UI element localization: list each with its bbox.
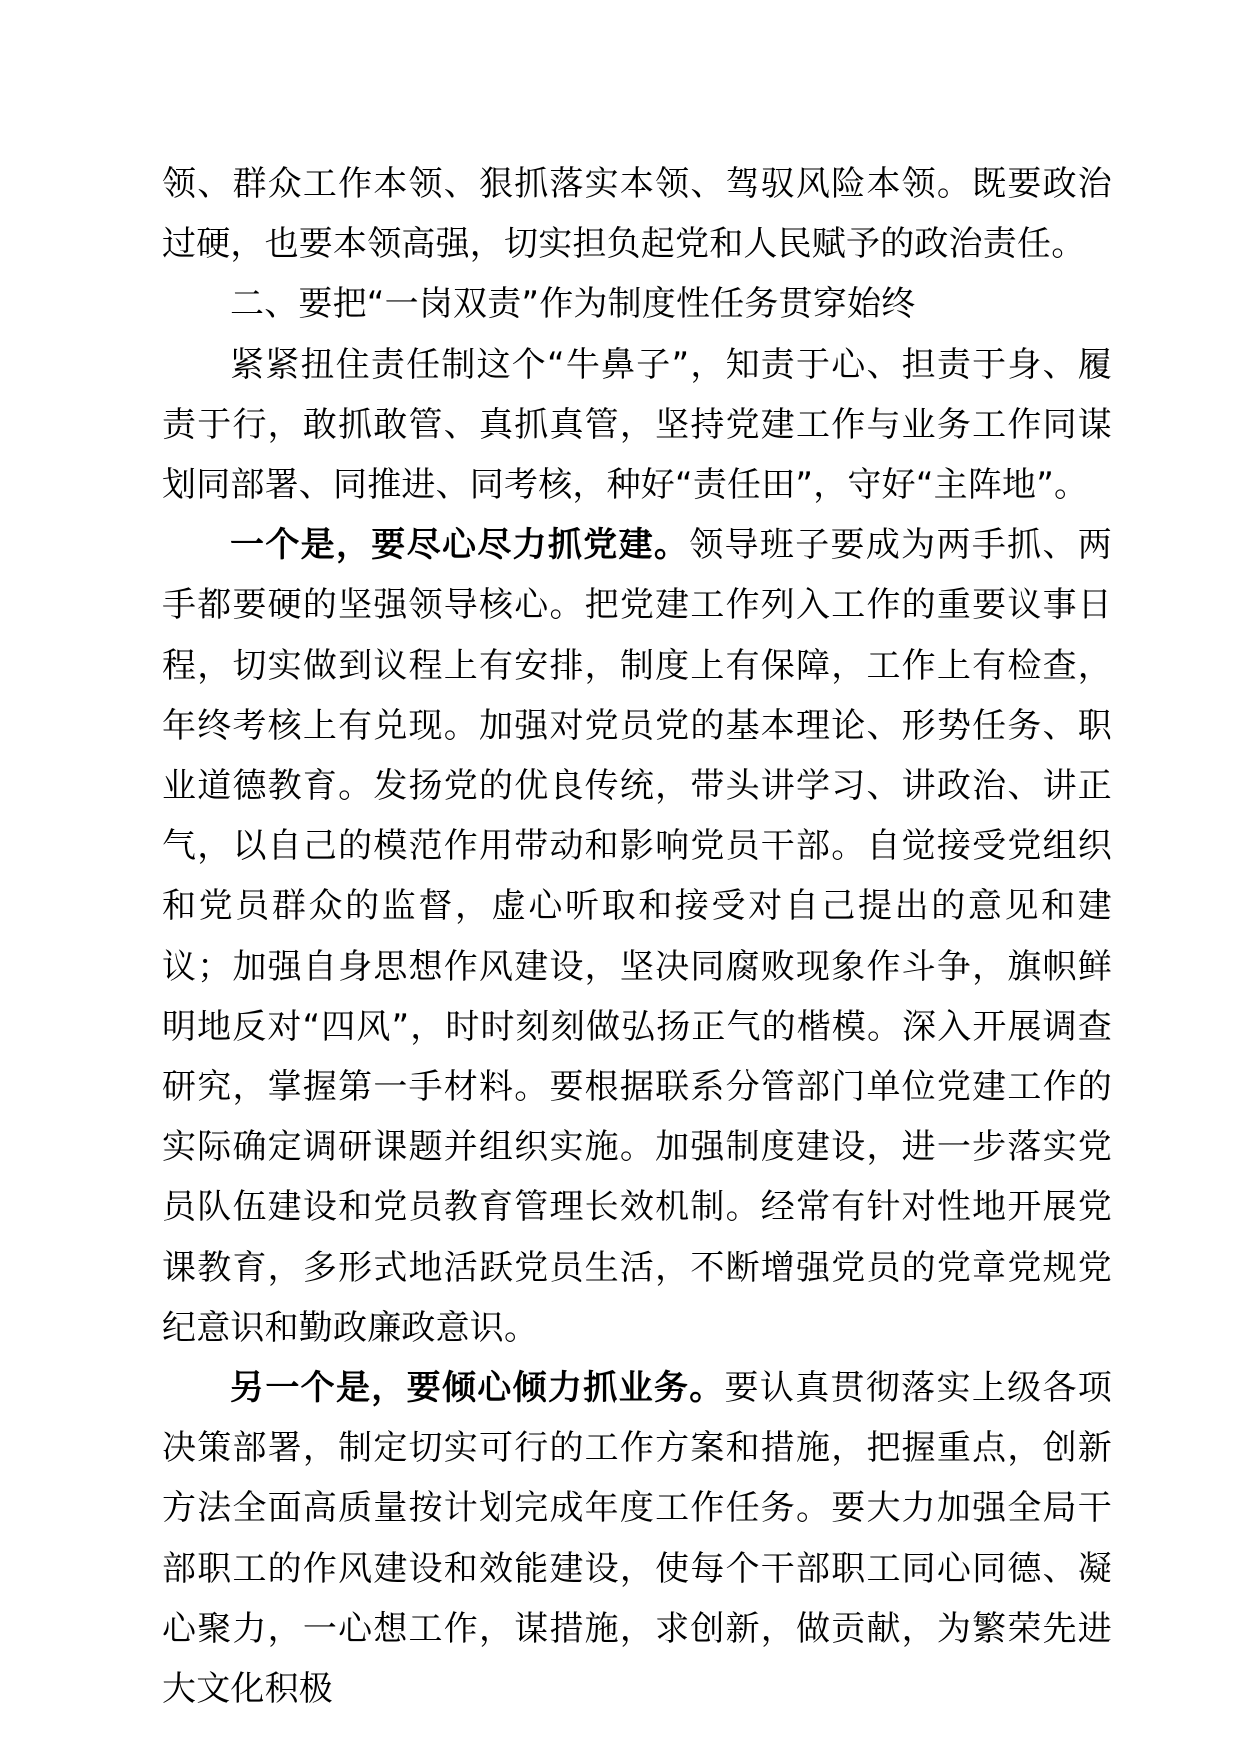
paragraph-responsibility bbox=[162, 335, 1112, 516]
paragraph-lead-bold: 一个是，要尽心尽力抓党建。 bbox=[230, 525, 690, 566]
paragraph-text: 领导班子要成为两手抓、两手都要硬的坚强领导核心。把党建工作列入工作的重要议事日程，切实做到议程上有安排，制度上有保障，工作上有检查，年终考核上有兑现。加强对党员党的基本理论、形势任务、职业道德教育。发扬党的优良传统，带头讲学习、讲政治、讲正气，以自己的模范作用带动和影响党员干部。自觉接受党组织和党员群众的监督，虚心听取和接受对自己提出的意见和建议；加强自身思想作风建设，坚决同腐败现象作斗争，旗帜鲜明地反对“四风”，时时刻刻做弘扬正气的楷模。深入开展调查研究，掌握第一手材料。要根据联系分管部门单位党建工作的实际确定调研课题并组织实施。加强制度建设，进一步落实党员队伍建设和党员教育管理长效机制。经常有针对性地开展党课教育，多形式地活跃党员生活，不断增强党员的党章党规党纪意识和勤政廉政意识。 bbox=[162, 525, 1112, 1348]
paragraph-business bbox=[162, 1358, 1112, 1719]
paragraph-text: 领、群众工作本领、狠抓落实本领、驾驭风险本领。既要政治过硬，也要本领高强，切实担负起党和人民赋予的政治责任。 bbox=[162, 164, 1112, 265]
paragraph-text: 要认真贯彻落实上级各项决策部署，制定切实可行的工作方案和措施，把握重点，创新方法全面高质量按计划完成年度工作任务。要大力加强全局干部职工的作风建设和效能建设，使每个干部职工同心同德、凝心聚力，一心想工作，谋措施，求创新，做贡献，为繁荣先进大文化积极 bbox=[162, 1368, 1112, 1710]
document-body bbox=[162, 154, 1112, 1719]
paragraph-lead-bold: 另一个是，要倾心倾力抓业务。 bbox=[230, 1368, 725, 1409]
paragraph-party-building bbox=[162, 515, 1112, 1358]
section-heading-text: 二、要把“一岗双责”作为制度性任务贯穿始终 bbox=[230, 284, 916, 325]
section-heading bbox=[162, 274, 1112, 334]
paragraph-continuation bbox=[162, 154, 1112, 274]
paragraph-text: 紧紧扭住责任制这个“牛鼻子”，知责于心、担责于身、履责于行，敢抓敢管、真抓真管，坚持党建工作与业务工作同谋划同部署、同推进、同考核，种好“责任田”，守好“主阵地”。 bbox=[162, 344, 1112, 506]
